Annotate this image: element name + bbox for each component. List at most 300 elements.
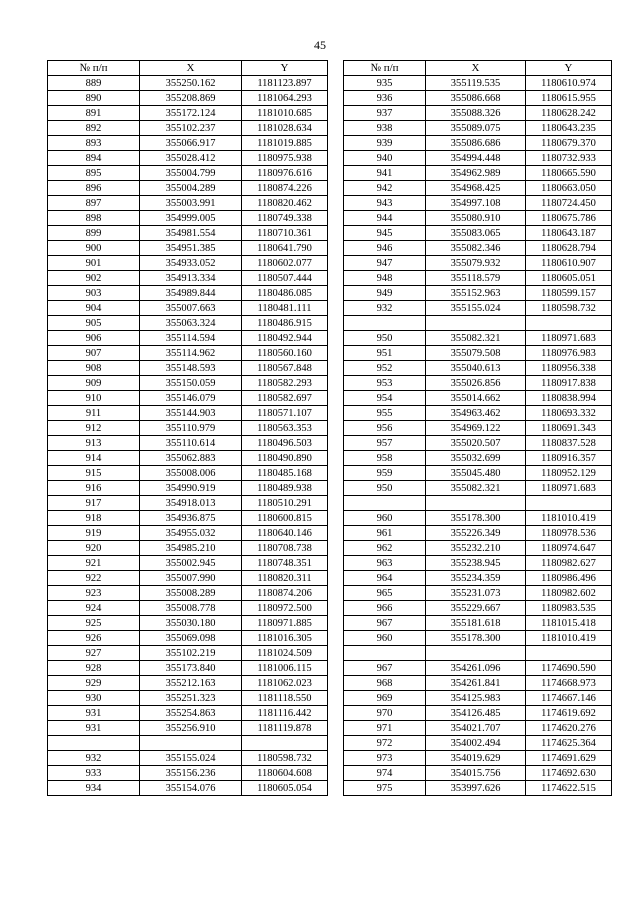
cell-number: 931 xyxy=(48,706,140,721)
table-row xyxy=(344,616,612,631)
cell-y: 1181006.115 xyxy=(242,661,328,676)
table-row xyxy=(344,556,612,571)
cell-y: 1180496.503 xyxy=(242,436,328,451)
cell-x: 355066.917 xyxy=(140,136,242,151)
cell-y: 1180485.168 xyxy=(242,466,328,481)
cell-y: 1181119.878 xyxy=(242,721,328,736)
table-row xyxy=(48,286,328,301)
table-row xyxy=(344,436,612,451)
cell-x: 355234.359 xyxy=(426,571,526,586)
table-row xyxy=(48,721,328,736)
cell-y: 1180489.938 xyxy=(242,481,328,496)
cell-y: 1180971.683 xyxy=(526,481,612,496)
table-row xyxy=(48,631,328,646)
table-row xyxy=(344,271,612,286)
cell-number: 960 xyxy=(344,631,426,646)
table-row xyxy=(344,76,612,91)
table-row xyxy=(344,601,612,616)
cell-y: 1180663.050 xyxy=(526,181,612,196)
cell-y: 1180972.500 xyxy=(242,601,328,616)
cell-number: 910 xyxy=(48,391,140,406)
cell-x: 355008.289 xyxy=(140,586,242,601)
cell-number: 973 xyxy=(344,751,426,766)
cell-number: 946 xyxy=(344,241,426,256)
table-row xyxy=(344,301,612,316)
cell-y: 1174625.364 xyxy=(526,736,612,751)
cell-x: 353997.626 xyxy=(426,781,526,796)
cell-x: 354002.494 xyxy=(426,736,526,751)
cell-number: 932 xyxy=(48,751,140,766)
cell-x: 354981.554 xyxy=(140,226,242,241)
cell-y: 1180610.974 xyxy=(526,76,612,91)
cell-x: 354963.462 xyxy=(426,406,526,421)
coordinates-table-left xyxy=(47,60,328,796)
cell-x: 355002.945 xyxy=(140,556,242,571)
table-row xyxy=(48,571,328,586)
cell-x: 355004.289 xyxy=(140,181,242,196)
cell-y: 1180976.983 xyxy=(526,346,612,361)
cell-number: 916 xyxy=(48,481,140,496)
cell-number: 962 xyxy=(344,541,426,556)
cell-x: 354968.425 xyxy=(426,181,526,196)
cell-y xyxy=(526,646,612,661)
cell-y: 1180560.160 xyxy=(242,346,328,361)
table-row xyxy=(48,361,328,376)
cell-x: 354985.210 xyxy=(140,541,242,556)
cell-number: 915 xyxy=(48,466,140,481)
table-row xyxy=(48,406,328,421)
cell-x: 355088.326 xyxy=(426,106,526,121)
table-row xyxy=(344,721,612,736)
cell-y: 1180665.590 xyxy=(526,166,612,181)
cell-number: 944 xyxy=(344,211,426,226)
cell-number: 941 xyxy=(344,166,426,181)
table-row xyxy=(344,736,612,751)
table-row xyxy=(344,376,612,391)
cell-y: 1180641.790 xyxy=(242,241,328,256)
table-row xyxy=(344,496,612,511)
header-x: X xyxy=(140,61,242,76)
table-row xyxy=(48,766,328,781)
table-row xyxy=(344,391,612,406)
cell-y: 1181123.897 xyxy=(242,76,328,91)
cell-number: 898 xyxy=(48,211,140,226)
cell-number: 974 xyxy=(344,766,426,781)
cell-x xyxy=(426,316,526,331)
table-row xyxy=(344,676,612,691)
cell-y: 1180749.338 xyxy=(242,211,328,226)
cell-x: 355173.840 xyxy=(140,661,242,676)
cell-y: 1180486.915 xyxy=(242,316,328,331)
cell-y: 1180952.129 xyxy=(526,466,612,481)
table-row xyxy=(48,781,328,796)
cell-x: 355007.990 xyxy=(140,571,242,586)
cell-number: 907 xyxy=(48,346,140,361)
cell-number: 922 xyxy=(48,571,140,586)
cell-x: 355069.098 xyxy=(140,631,242,646)
table-row xyxy=(48,586,328,601)
table-row xyxy=(48,256,328,271)
cell-y: 1180605.054 xyxy=(242,781,328,796)
cell-number: 909 xyxy=(48,376,140,391)
cell-number: 943 xyxy=(344,196,426,211)
cell-x: 354913.334 xyxy=(140,271,242,286)
cell-y: 1174692.630 xyxy=(526,766,612,781)
table-row xyxy=(344,226,612,241)
cell-y: 1180492.944 xyxy=(242,331,328,346)
cell-number: 900 xyxy=(48,241,140,256)
cell-number xyxy=(344,646,426,661)
cell-x: 355082.346 xyxy=(426,241,526,256)
cell-x: 355256.910 xyxy=(140,721,242,736)
cell-x: 354969.122 xyxy=(426,421,526,436)
cell-x: 355114.594 xyxy=(140,331,242,346)
cell-y: 1180599.157 xyxy=(526,286,612,301)
cell-y: 1180507.444 xyxy=(242,271,328,286)
cell-y: 1180679.370 xyxy=(526,136,612,151)
cell-x: 355003.991 xyxy=(140,196,242,211)
cell-number: 928 xyxy=(48,661,140,676)
cell-number: 904 xyxy=(48,301,140,316)
cell-x: 355178.300 xyxy=(426,631,526,646)
cell-y: 1180691.343 xyxy=(526,421,612,436)
cell-y: 1174667.146 xyxy=(526,691,612,706)
cell-x: 355155.024 xyxy=(140,751,242,766)
cell-y: 1181019.885 xyxy=(242,136,328,151)
cell-number: 967 xyxy=(344,661,426,676)
cell-y: 1180602.077 xyxy=(242,256,328,271)
cell-number: 924 xyxy=(48,601,140,616)
table-row xyxy=(344,106,612,121)
cell-y: 1180708.738 xyxy=(242,541,328,556)
cell-y: 1180628.242 xyxy=(526,106,612,121)
cell-x: 354999.005 xyxy=(140,211,242,226)
cell-x: 355146.079 xyxy=(140,391,242,406)
cell-x: 355250.162 xyxy=(140,76,242,91)
cell-number: 971 xyxy=(344,721,426,736)
cell-y: 1174668.973 xyxy=(526,676,612,691)
cell-number: 963 xyxy=(344,556,426,571)
cell-x: 355156.236 xyxy=(140,766,242,781)
header-number: № п/п xyxy=(48,61,140,76)
cell-number: 948 xyxy=(344,271,426,286)
table-row xyxy=(344,196,612,211)
cell-number: 929 xyxy=(48,676,140,691)
table-row xyxy=(48,211,328,226)
table-row xyxy=(344,631,612,646)
cell-x: 355062.883 xyxy=(140,451,242,466)
cell-number: 957 xyxy=(344,436,426,451)
cell-y xyxy=(526,316,612,331)
cell-number: 932 xyxy=(344,301,426,316)
cell-number: 923 xyxy=(48,586,140,601)
cell-y: 1180974.647 xyxy=(526,541,612,556)
cell-number: 899 xyxy=(48,226,140,241)
table-row xyxy=(344,586,612,601)
cell-x: 354955.032 xyxy=(140,526,242,541)
table-row xyxy=(48,241,328,256)
cell-y: 1180916.357 xyxy=(526,451,612,466)
table-row xyxy=(344,256,612,271)
table-row xyxy=(344,706,612,721)
cell-y: 1180571.107 xyxy=(242,406,328,421)
cell-x: 354962.989 xyxy=(426,166,526,181)
table-row xyxy=(48,616,328,631)
table-row xyxy=(48,196,328,211)
cell-y: 1181028.634 xyxy=(242,121,328,136)
cell-x: 354021.707 xyxy=(426,721,526,736)
cell-x: 354015.756 xyxy=(426,766,526,781)
table-row xyxy=(344,661,612,676)
table-row xyxy=(344,511,612,526)
cell-number: 891 xyxy=(48,106,140,121)
cell-x xyxy=(426,496,526,511)
cell-x: 354994.448 xyxy=(426,151,526,166)
cell-x: 355008.006 xyxy=(140,466,242,481)
cell-number: 912 xyxy=(48,421,140,436)
table-row xyxy=(48,496,328,511)
cell-number: 920 xyxy=(48,541,140,556)
cell-y: 1181116.442 xyxy=(242,706,328,721)
cell-x: 355254.863 xyxy=(140,706,242,721)
cell-number: 889 xyxy=(48,76,140,91)
page-number: 45 xyxy=(314,38,326,52)
cell-number: 914 xyxy=(48,451,140,466)
cell-y: 1180956.338 xyxy=(526,361,612,376)
table-row xyxy=(344,286,612,301)
cell-y: 1181024.509 xyxy=(242,646,328,661)
table-row xyxy=(48,646,328,661)
cell-number xyxy=(48,736,140,751)
cell-number: 950 xyxy=(344,481,426,496)
cell-y: 1180490.890 xyxy=(242,451,328,466)
cell-x: 355118.579 xyxy=(426,271,526,286)
cell-x: 354989.844 xyxy=(140,286,242,301)
cell-y: 1180838.994 xyxy=(526,391,612,406)
cell-x: 355144.903 xyxy=(140,406,242,421)
cell-x: 354019.629 xyxy=(426,751,526,766)
cell-x: 354951.385 xyxy=(140,241,242,256)
cell-y: 1174620.276 xyxy=(526,721,612,736)
cell-x: 354933.052 xyxy=(140,256,242,271)
cell-number: 937 xyxy=(344,106,426,121)
cell-y: 1180724.450 xyxy=(526,196,612,211)
cell-number: 949 xyxy=(344,286,426,301)
header-number: № п/п xyxy=(344,61,426,76)
table-row xyxy=(48,751,328,766)
cell-y: 1180567.848 xyxy=(242,361,328,376)
cell-number: 895 xyxy=(48,166,140,181)
table-row xyxy=(48,106,328,121)
table-row xyxy=(344,421,612,436)
cell-y: 1180604.608 xyxy=(242,766,328,781)
cell-y: 1180643.187 xyxy=(526,226,612,241)
table-row xyxy=(48,556,328,571)
table-row xyxy=(48,91,328,106)
cell-y: 1180481.111 xyxy=(242,301,328,316)
table-row xyxy=(344,211,612,226)
cell-y: 1180486.085 xyxy=(242,286,328,301)
cell-y: 1180598.732 xyxy=(242,751,328,766)
cell-y: 1180986.496 xyxy=(526,571,612,586)
cell-y: 1180982.602 xyxy=(526,586,612,601)
cell-y: 1181016.305 xyxy=(242,631,328,646)
table-row xyxy=(344,166,612,181)
table-row xyxy=(48,466,328,481)
cell-number: 961 xyxy=(344,526,426,541)
cell-number: 931 xyxy=(48,721,140,736)
cell-y: 1181010.419 xyxy=(526,511,612,526)
table-row xyxy=(48,676,328,691)
cell-number: 956 xyxy=(344,421,426,436)
cell-y: 1174691.629 xyxy=(526,751,612,766)
table-row xyxy=(48,541,328,556)
cell-x: 355030.180 xyxy=(140,616,242,631)
cell-x: 355080.910 xyxy=(426,211,526,226)
cell-number: 934 xyxy=(48,781,140,796)
table-row xyxy=(48,181,328,196)
cell-y: 1180582.293 xyxy=(242,376,328,391)
cell-x: 354918.013 xyxy=(140,496,242,511)
table-row xyxy=(344,751,612,766)
cell-y: 1174619.692 xyxy=(526,706,612,721)
cell-x: 354997.108 xyxy=(426,196,526,211)
table-row xyxy=(344,316,612,331)
cell-x: 355063.324 xyxy=(140,316,242,331)
cell-y: 1174622.515 xyxy=(526,781,612,796)
cell-y: 1180610.907 xyxy=(526,256,612,271)
cell-number: 918 xyxy=(48,511,140,526)
cell-x: 355040.613 xyxy=(426,361,526,376)
cell-x: 355208.869 xyxy=(140,91,242,106)
table-row xyxy=(48,421,328,436)
cell-number: 935 xyxy=(344,76,426,91)
cell-number: 901 xyxy=(48,256,140,271)
cell-x: 355089.075 xyxy=(426,121,526,136)
cell-y: 1180643.235 xyxy=(526,121,612,136)
table-row xyxy=(344,541,612,556)
cell-y: 1181010.419 xyxy=(526,631,612,646)
cell-number xyxy=(344,316,426,331)
cell-y: 1180732.933 xyxy=(526,151,612,166)
cell-y: 1180975.938 xyxy=(242,151,328,166)
table-row xyxy=(344,361,612,376)
cell-x: 355110.979 xyxy=(140,421,242,436)
table-row xyxy=(48,451,328,466)
table-row xyxy=(344,346,612,361)
cell-x: 354126.485 xyxy=(426,706,526,721)
table-row xyxy=(48,661,328,676)
cell-x: 354936.875 xyxy=(140,511,242,526)
table-row xyxy=(48,136,328,151)
header-y: Y xyxy=(242,61,328,76)
cell-number: 902 xyxy=(48,271,140,286)
table-row xyxy=(344,181,612,196)
cell-number: 903 xyxy=(48,286,140,301)
table-row xyxy=(48,271,328,286)
cell-x: 355045.480 xyxy=(426,466,526,481)
cell-y: 1180640.146 xyxy=(242,526,328,541)
cell-y: 1180820.462 xyxy=(242,196,328,211)
cell-number: 965 xyxy=(344,586,426,601)
cell-y: 1180600.815 xyxy=(242,511,328,526)
table-row xyxy=(48,511,328,526)
cell-number: 906 xyxy=(48,331,140,346)
cell-x: 355226.349 xyxy=(426,526,526,541)
cell-y: 1180605.051 xyxy=(526,271,612,286)
table-row xyxy=(48,316,328,331)
table-row xyxy=(48,346,328,361)
cell-number: 952 xyxy=(344,361,426,376)
cell-x: 355148.593 xyxy=(140,361,242,376)
cell-y: 1174690.590 xyxy=(526,661,612,676)
table-row xyxy=(344,466,612,481)
table-row xyxy=(344,121,612,136)
cell-x xyxy=(426,646,526,661)
cell-number: 896 xyxy=(48,181,140,196)
cell-x: 355086.668 xyxy=(426,91,526,106)
cell-x: 355004.799 xyxy=(140,166,242,181)
cell-number: 954 xyxy=(344,391,426,406)
cell-y: 1180615.955 xyxy=(526,91,612,106)
cell-x: 355155.024 xyxy=(426,301,526,316)
cell-y: 1180837.528 xyxy=(526,436,612,451)
cell-x xyxy=(140,736,242,751)
cell-x: 355008.778 xyxy=(140,601,242,616)
table-row xyxy=(48,166,328,181)
cell-number: 911 xyxy=(48,406,140,421)
table-row xyxy=(344,451,612,466)
cell-x: 355082.321 xyxy=(426,331,526,346)
cell-x: 355150.059 xyxy=(140,376,242,391)
cell-y: 1180976.616 xyxy=(242,166,328,181)
cell-number: 967 xyxy=(344,616,426,631)
table-row xyxy=(344,766,612,781)
table-row xyxy=(48,391,328,406)
cell-y: 1180983.535 xyxy=(526,601,612,616)
cell-x: 355231.073 xyxy=(426,586,526,601)
cell-number: 926 xyxy=(48,631,140,646)
table-row xyxy=(344,526,612,541)
table-row xyxy=(344,241,612,256)
table-row xyxy=(48,376,328,391)
cell-x: 354990.919 xyxy=(140,481,242,496)
cell-number: 913 xyxy=(48,436,140,451)
cell-y: 1181064.293 xyxy=(242,91,328,106)
cell-x: 355181.618 xyxy=(426,616,526,631)
cell-number: 938 xyxy=(344,121,426,136)
cell-number: 945 xyxy=(344,226,426,241)
cell-number: 894 xyxy=(48,151,140,166)
cell-x: 355232.210 xyxy=(426,541,526,556)
cell-number: 969 xyxy=(344,691,426,706)
cell-y: 1180874.226 xyxy=(242,181,328,196)
header-x: X xyxy=(426,61,526,76)
cell-number: 959 xyxy=(344,466,426,481)
table-row xyxy=(344,691,612,706)
table-row xyxy=(48,526,328,541)
cell-number: 939 xyxy=(344,136,426,151)
cell-number: 970 xyxy=(344,706,426,721)
table-row xyxy=(344,136,612,151)
cell-number: 927 xyxy=(48,646,140,661)
cell-x: 355114.962 xyxy=(140,346,242,361)
cell-number: 930 xyxy=(48,691,140,706)
cell-y: 1180748.351 xyxy=(242,556,328,571)
cell-x: 355110.614 xyxy=(140,436,242,451)
cell-y: 1180675.786 xyxy=(526,211,612,226)
cell-number: 972 xyxy=(344,736,426,751)
